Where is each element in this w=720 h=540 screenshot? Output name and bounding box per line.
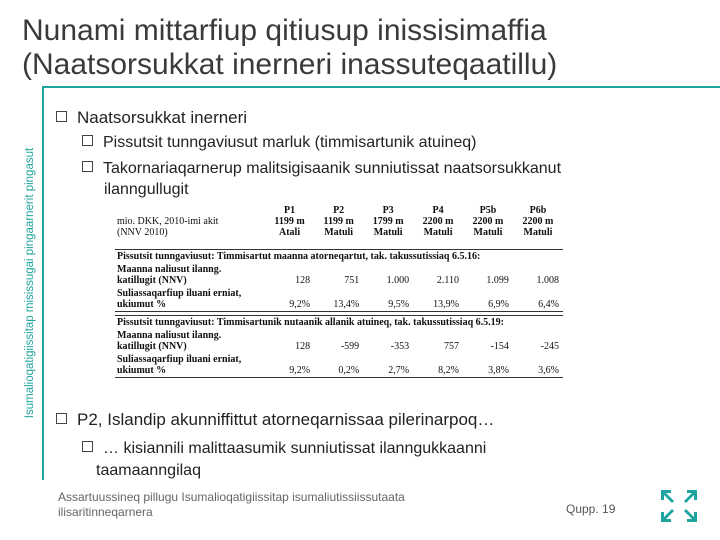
table-cell: 2.110 — [436, 274, 459, 286]
column-header-p5b: P5b 2200 m Matuli — [472, 205, 504, 238]
table-cell: 1.099 — [486, 274, 509, 286]
column-header-p3: P3 1799 m Matuli — [372, 205, 404, 238]
column-header-p1: P1 1199 m Atali — [274, 205, 305, 238]
bullet-2 — [56, 410, 494, 430]
table-cell: 2,7% — [363, 353, 413, 378]
footer-source-line1: Assartuussineq pillugu Isumalioqatigiissitap isumaliutissiissutaata — [58, 490, 405, 504]
square-bullet-icon — [56, 111, 67, 122]
bullet-1 — [56, 108, 247, 128]
footer-source-line2: ilisaritinneqarnera — [58, 505, 153, 519]
row-label: Suliassaqarfiup iluani erniat, ukiumut % — [115, 287, 265, 312]
results-table — [115, 204, 563, 378]
table-cell: 128 — [295, 340, 311, 352]
square-bullet-icon — [56, 413, 67, 424]
bullet-2-sub-1-cont: taamaanngilaq — [96, 462, 201, 479]
bullet-1-sub-2-text: Takornariaqarnerup malitsigisaanik sunniutissat naatsorsukkanut — [103, 160, 562, 177]
square-bullet-icon — [82, 135, 93, 146]
table-section-heading: Pissutsit tunngaviusut: Timmisartut maanna atorneqartut, tak. takussutissiaq 6.5.16: — [115, 249, 563, 263]
table-cell: 3,8% — [463, 353, 513, 378]
table-section-heading: Pissutsit tunngaviusut: Timmisartunik nutaanik allanik atuineq, tak. takussutissiaq 6.5.19: — [115, 315, 563, 329]
table-cell: 0,2% — [314, 353, 363, 378]
column-header-p2: P2 1199 m Matuli — [323, 205, 354, 238]
table-cell: 128 — [295, 274, 311, 286]
table-header-row — [115, 204, 563, 239]
table-cell: 9,5% — [363, 287, 413, 312]
slide-title — [22, 14, 702, 82]
page-number: Qupp. 19 — [566, 502, 616, 516]
bullet-2-sub-1-text: … kisiannili malittaasumik sunniutissat ilanngukkaanni — [103, 440, 487, 457]
four-arrows-inward-logo-icon — [659, 488, 699, 524]
table-cell: 13,9% — [413, 287, 463, 312]
table-corner-line2: (NNV 2010) — [117, 227, 168, 238]
table-cell: 3,6% — [513, 353, 563, 378]
bullet-1-text: Naatsorsukkat inerneri — [77, 108, 248, 127]
bullet-1-sub-1-text: Pissutsit tunngaviusut marluk (timmisartunik atuineq) — [103, 134, 477, 151]
bullet-1-sub-2 — [82, 160, 561, 178]
sidebar-divider — [42, 86, 44, 480]
table-cell: 9,2% — [265, 353, 314, 378]
table-cell: 6,4% — [513, 287, 563, 312]
table-cell: -353 — [390, 340, 410, 352]
column-header-p6b: P6b 2200 m Matuli — [522, 205, 554, 238]
slide-title-line2: (Naatsorsukkat inerneri inassuteqaatillu) — [22, 48, 558, 81]
table-cell: -599 — [340, 340, 360, 352]
table-cell: 751 — [344, 274, 360, 286]
table-row — [115, 353, 563, 378]
slide-title-line1: Nunami mittarfiup qitiusup inissisimaffia — [22, 14, 547, 47]
table-row — [115, 263, 563, 287]
table-row — [115, 329, 563, 353]
row-label: Maanna naliusut ilanng. katillugit (NNV) — [117, 329, 222, 352]
table-corner — [115, 204, 265, 239]
square-bullet-icon — [82, 161, 93, 172]
table-corner-line1: mio. DKK, 2010-imi akit — [117, 216, 219, 227]
table-cell: 6,9% — [463, 287, 513, 312]
table-cell: 13,4% — [314, 287, 363, 312]
table-row — [115, 287, 563, 312]
table-cell: 9,2% — [265, 287, 314, 312]
table-cell: -245 — [540, 340, 559, 352]
bullet-2-sub-1 — [82, 440, 486, 458]
table-cell: 1.000 — [386, 274, 410, 286]
square-bullet-icon — [82, 441, 93, 452]
title-divider — [44, 86, 720, 88]
bullet-1-sub-1 — [82, 134, 476, 152]
table-cell: -154 — [490, 340, 509, 352]
bullet-1-sub-2-cont: ilanngullugit — [104, 181, 189, 198]
row-label: Suliassaqarfiup iluani erniat, ukiumut % — [115, 353, 265, 378]
table-cell: 8,2% — [413, 353, 463, 378]
footer-source — [58, 490, 405, 520]
column-header-p4: P4 2200 m Matuli — [422, 205, 454, 238]
table-cell: 757 — [444, 340, 459, 352]
table-cell: 1.008 — [536, 274, 559, 286]
bullet-2-text: P2, Islandip akunniffittut atorneqarnissaa pilerinarpoq… — [77, 410, 495, 429]
sidebar-vertical-text: Isumalioqatigiissitap misissugai pingaarnerit pingasut — [24, 147, 36, 419]
row-label: Maanna naliusut ilanng. katillugit (NNV) — [117, 263, 222, 286]
